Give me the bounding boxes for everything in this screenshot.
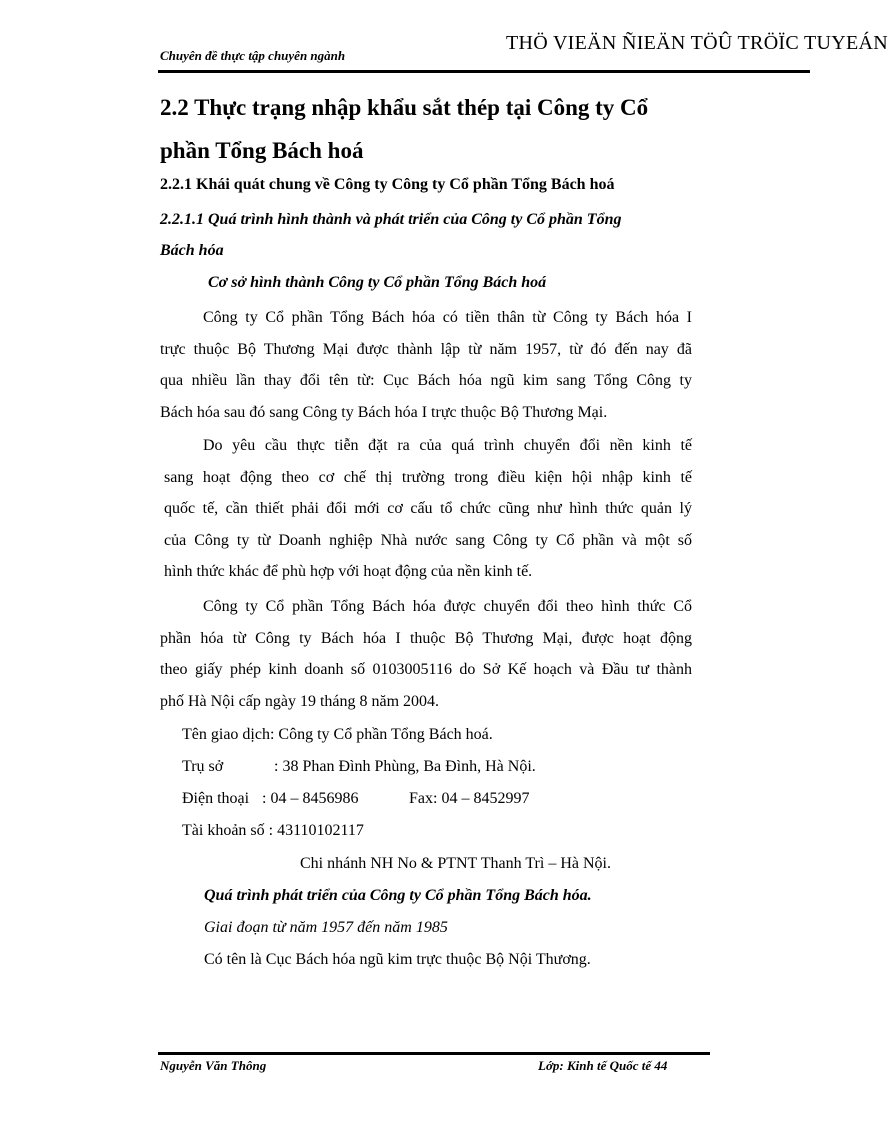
development-heading: Quá trình phát triển của Công ty Cổ phần Tổng Bách hóa.: [204, 887, 592, 904]
basis-heading: Cơ sở hình thành Công ty Cổ phần Tổng Bách hoá: [208, 274, 547, 291]
paragraph-line: của Công ty từ Doanh nghiệp Nhà nước sang Công ty Cổ phần và một số: [164, 531, 692, 549]
paragraph-line: Công ty Cổ phần Tổng Bách hóa có tiền thân từ Công ty Bách hóa I: [203, 309, 692, 326]
subsection-title: 2.2.1 Khái quát chung về Công ty Công ty Cổ phần Tổng Bách hoá: [160, 176, 615, 193]
paragraph-line: quốc tế, cần thiết phải đổi mới cơ cấu tổ chức cũng như hình thức quản lý: [164, 500, 692, 517]
paragraph-line: trực thuộc Bộ Thương Mại được thành lập từ năm 1957, từ đó đến nay đã: [160, 340, 692, 358]
section-title-line: phần Tổng Bách hoá: [160, 138, 364, 163]
paragraph: [164, 430, 692, 588]
development-period: Giai đoạn từ năm 1957 đến năm 1985: [204, 919, 448, 936]
section-title-line: 2.2 Thực trạng nhập khẩu sắt thép tại Công ty Cổ: [160, 95, 649, 120]
paragraph-line: theo giấy phép kinh doanh số 0103005116 do Sở Kế hoạch và Đầu tư thành: [160, 661, 692, 678]
section-title: [160, 86, 692, 172]
paragraph-line: Công ty Cổ phần Tổng Bách hóa được chuyển đổi theo hình thức Cổ: [203, 598, 692, 615]
paragraph-line: qua nhiều lần thay đổi tên từ: Cục Bách hóa ngũ kim sang Tổng Công ty: [160, 372, 692, 389]
paragraph-line: Bách hóa sau đó sang Công ty Bách hóa I trực thuộc Bộ Thương Mại.: [160, 403, 608, 421]
header-rule: [158, 70, 810, 73]
trade-name: Tên giao dịch: Công ty Cổ phần Tổng Bách hoá.: [182, 726, 493, 743]
account-number: Tài khoản số : 43110102117: [182, 822, 364, 839]
subsubsection-title-line: Bách hóa: [160, 242, 224, 259]
header-right-title: THÖ VIEÄN ÑIEÄN TÖÛ TRÖÏC TUYEÁN: [506, 32, 888, 54]
footer-author: Nguyễn Văn Thông: [160, 1058, 267, 1073]
hq-label: Trụ sở: [182, 758, 224, 775]
fax-value: Fax: 04 – 8452997: [409, 790, 530, 807]
paragraph-line: hình thức khác để phù hợp với hoạt động của nền kinh tế.: [164, 563, 533, 580]
paragraph: [160, 591, 692, 717]
phone-value: : 04 – 8456986: [262, 790, 359, 807]
subsubsection-title: [160, 204, 692, 266]
hq-value: : 38 Phan Đình Phùng, Ba Đình, Hà Nội.: [274, 758, 536, 775]
paragraph-line: sang hoạt động theo cơ chế thị trường trong điều kiện hội nhập kinh tế: [164, 468, 692, 486]
bank-branch: Chi nhánh NH No & PTNT Thanh Trì – Hà Nội.: [300, 855, 611, 872]
header-left-title: Chuyên đề thực tập chuyên ngành: [160, 48, 346, 63]
phone-label: Điện thoại: [182, 790, 250, 807]
subsubsection-title-line: 2.2.1.1 Quá trình hình thành và phát triển của Công ty Cổ phần Tổng: [160, 211, 622, 228]
development-text: Có tên là Cục Bách hóa ngũ kim trực thuộc Bộ Nội Thương.: [204, 951, 591, 968]
paragraph: [160, 302, 692, 428]
paragraph-line: phố Hà Nội cấp ngày 19 tháng 8 năm 2004.: [160, 692, 440, 710]
paragraph-line: phần hóa từ Công ty Bách hóa I thuộc Bộ Thương Mại, được hoạt động: [160, 629, 692, 647]
paragraph-line: Do yêu cầu thực tiễn đặt ra của quá trình chuyển đổi nền kinh tế: [203, 437, 692, 454]
footer-class: Lớp: Kinh tế Quốc tế 44: [538, 1058, 668, 1073]
footer-rule: [158, 1052, 710, 1055]
